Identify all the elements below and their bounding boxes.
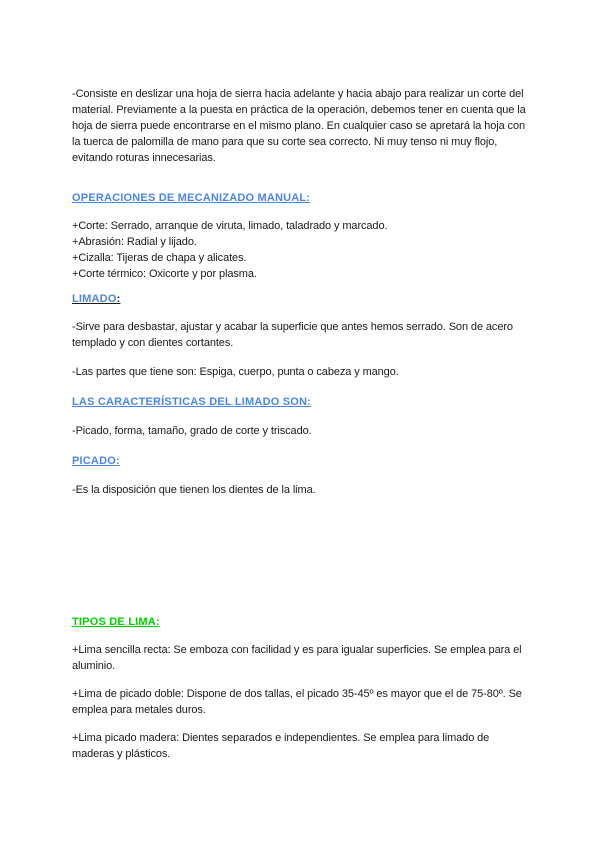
list-item: +Corte: Serrado, arranque de viruta, limado, taladrado y marcado. (72, 220, 388, 232)
intro-text: -Consiste en deslizar una hoja de sierra hacia adelante y hacia abajo para realizar un corte del material. Previamente a la puesta en práctica de la operación, debemos tener en cuenta que la hoja de sierra puede encontrarse en el mismo plano. En cualquier caso se apretará la hoja con la tuerca de palomilla de mano para que su corte sea correcto. Ni muy tenso ni muy flojo, evitando roturas innecesarias. (72, 88, 526, 164)
limado-paragraph-2 (72, 364, 532, 380)
tipos-heading: TIPOS DE LIMA: (72, 616, 160, 628)
list-item: +Lima picado madera: Dientes separados e independientes. Se emplea para limado de maderas y plásticos. (72, 732, 490, 760)
picado-paragraph (72, 482, 532, 498)
caracteristicas-paragraph (72, 423, 532, 439)
limado-text-1: -Sirve para desbastar, ajustar y acabar la superficie que antes hemos serrado. Son de acero templado y con dientes cortantes. (72, 321, 513, 349)
picado-heading: PICADO: (72, 455, 120, 467)
list-item: +Lima de picado doble: Dispone de dos tallas, el picado 35-45º es mayor que el de 75-80º. Se emplea para metales duros. (72, 688, 522, 716)
tipos-item-3 (72, 730, 532, 762)
list-item: +Corte térmico: Oxicorte y por plasma. (72, 268, 257, 280)
caracteristicas-heading: LAS CARACTERÍSTICAS DEL LIMADO SON: (72, 396, 312, 408)
list-item: +Lima sencilla recta: Se emboza con facilidad y es para igualar superficies. Se emplea para el aluminio. (72, 644, 522, 672)
limado-heading-colon: : (116, 293, 121, 305)
limado-heading-text: LIMADO (72, 293, 117, 305)
tipos-item-1 (72, 642, 532, 674)
limado-paragraph-1 (72, 319, 532, 351)
limado-text-2: -Las partes que tiene son: Espiga, cuerpo, punta o cabeza y mango. (72, 366, 399, 378)
caracteristicas-text: -Picado, forma, tamaño, grado de corte y triscado. (72, 425, 312, 437)
operaciones-list (72, 218, 532, 282)
operaciones-heading: OPERACIONES DE MECANIZADO MANUAL: (72, 192, 311, 204)
picado-text: -Es la disposición que tienen los dientes de la lima. (72, 484, 316, 496)
tipos-item-2 (72, 686, 532, 718)
list-item: +Cizalla: Tijeras de chapa y alicates. (72, 252, 247, 264)
limado-heading (72, 291, 120, 307)
intro-paragraph (72, 86, 532, 166)
list-item: +Abrasión: Radial y lijado. (72, 236, 197, 248)
